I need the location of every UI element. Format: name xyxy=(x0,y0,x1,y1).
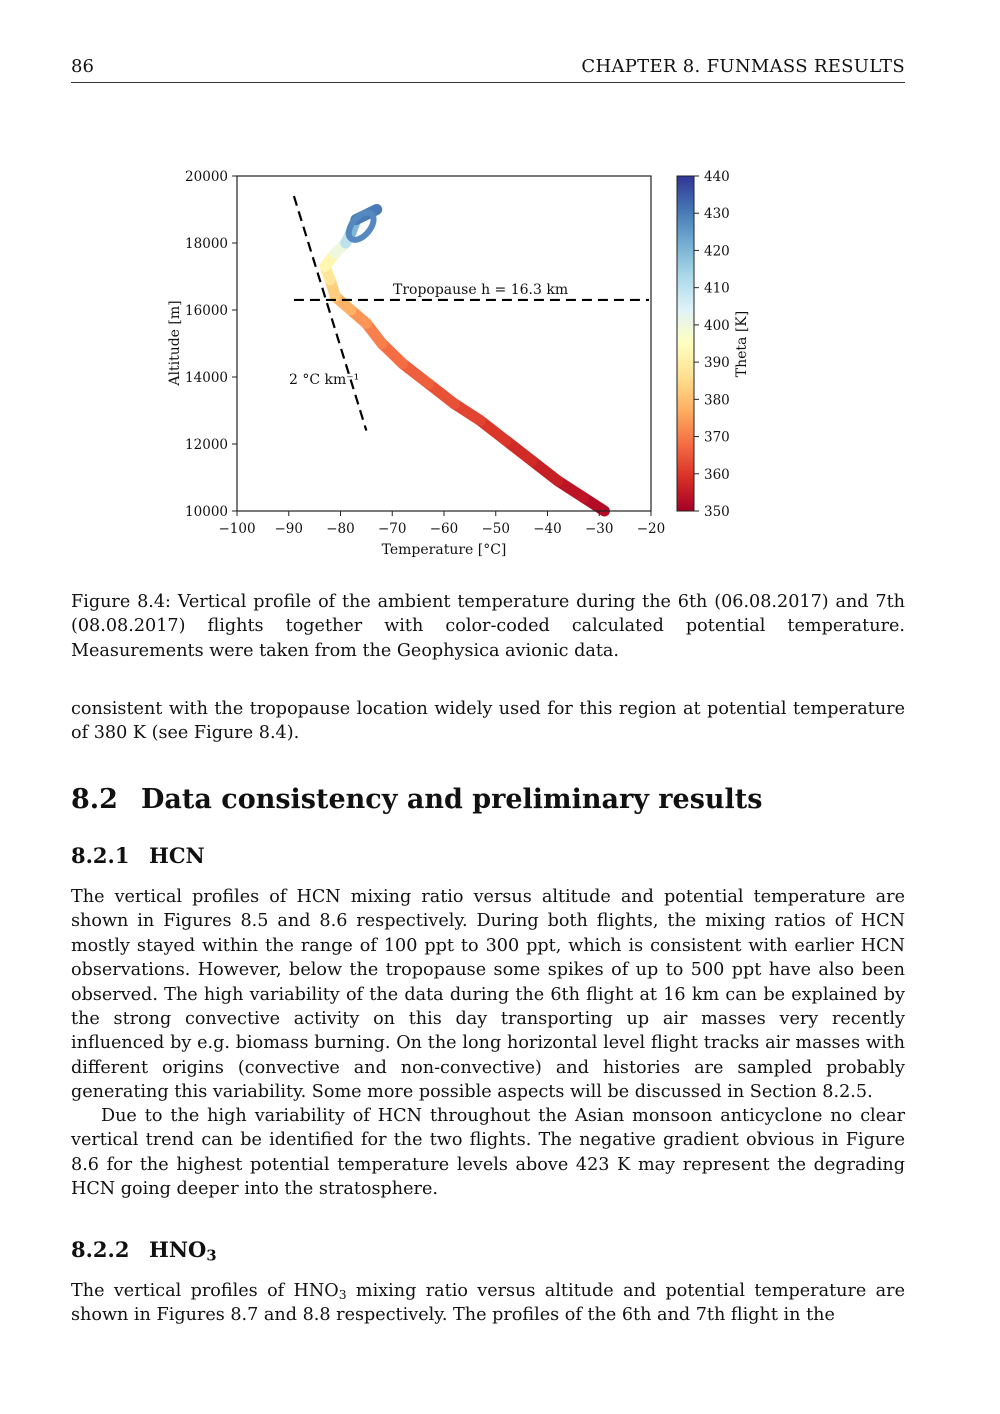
colorbar-tick-label: 350 xyxy=(704,504,730,520)
y-tick-label: 18000 xyxy=(185,236,228,252)
hno3-text-b: mixing ratio versus altitude and potential temperature are shown in Figures 8.7 and 8.8 respectively. The profiles of the 6th and 7th flight in the xyxy=(71,1281,905,1326)
colorbar-tick-label: 360 xyxy=(704,466,730,483)
colorbar-tick-label: 410 xyxy=(704,280,730,297)
section-heading xyxy=(71,784,762,815)
colorbar-bar xyxy=(677,176,694,511)
colorbar-tick-label: 400 xyxy=(704,317,730,334)
colorbar-tick-label: 440 xyxy=(704,169,730,185)
x-axis-label: Temperature [°C] xyxy=(381,542,507,558)
x-tick-label: −20 xyxy=(636,521,666,537)
x-tick-label: −100 xyxy=(218,521,256,537)
lapse-rate-label: 2 °C km⁻¹ xyxy=(289,372,360,388)
section-number: 8.2 xyxy=(71,784,118,815)
y-tick-label: 20000 xyxy=(185,169,228,185)
subsection-title: HCN xyxy=(149,843,205,868)
plot-area xyxy=(289,196,649,511)
hcn-paragraph-1: The vertical profiles of HCN mixing ratio versus altitude and potential temperature are shown in Figures 8.5 and 8.6 respectively. During both flights, the mixing ratios of HCN mostly stayed within the range of 100 ppt to 300 ppt, which is consistent with earlier HCN observations. However, below the tropopause some spikes of up to 500 ppt have also been observed. The high variability of the data during the 6th flight at 16 km can be explained by the strong convective activity on this day transporting up air masses very recently influenced by e.g. biomass burning. On the long horizontal level flight tracks air masses with different origins (convective and non-convective) and histories are sampled probably generating this variability. Some more possible aspects will be discussed in Section 8.2.5. xyxy=(71,887,905,1103)
subsection-title-subscript: 3 xyxy=(206,1247,217,1265)
profile-loop xyxy=(344,208,378,244)
x-tick-label: −50 xyxy=(481,521,510,537)
colorbar-label: Theta [K] xyxy=(734,310,750,378)
subsection-heading-hno3 xyxy=(71,1237,217,1265)
y-tick-label: 12000 xyxy=(185,437,228,453)
y-tick-label: 10000 xyxy=(185,504,228,520)
colorbar-tick-label: 390 xyxy=(704,355,730,372)
x-tick-label: −90 xyxy=(274,521,303,537)
colorbar-tick-label: 380 xyxy=(704,392,730,409)
hcn-paragraph-2 xyxy=(71,1104,905,1202)
section-title: Data consistency and preliminary results xyxy=(141,784,763,815)
tropopause-label: Tropopause h = 16.3 km xyxy=(393,282,569,298)
colorbar xyxy=(677,169,750,520)
hno3-text-a: The vertical profiles of HNO xyxy=(71,1281,339,1301)
subsection-number: 8.2.1 xyxy=(71,843,130,868)
hno3-subscript: 3 xyxy=(338,1288,347,1303)
figure-caption: Figure 8.4: Vertical profile of the ambient temperature during the 6th (06.08.2017) and 7th (08.08.2017) flights together with color-coded calculated potential temperature. Measurements were taken from the Geophysica avionic data. xyxy=(71,592,905,661)
subsection-title: HNO xyxy=(149,1237,207,1262)
colorbar-tick-label: 430 xyxy=(704,206,730,223)
y-tick-label: 16000 xyxy=(185,303,228,319)
x-tick-label: −80 xyxy=(326,521,355,537)
plot-frame xyxy=(237,176,651,511)
x-tick-label: −30 xyxy=(585,521,614,537)
continuation-paragraph: consistent with the tropopause location widely used for this region at potential temperature of 380 K (see Figure 8.4). xyxy=(71,699,905,744)
y-tick-label: 14000 xyxy=(185,370,228,386)
colorbar-tick-label: 370 xyxy=(704,429,730,446)
header-rule xyxy=(71,82,905,83)
x-tick-label: −60 xyxy=(429,521,459,537)
colorbar-tick-label: 420 xyxy=(704,243,730,260)
chapter-title: CHAPTER 8. FUNMASS RESULTS xyxy=(581,56,905,77)
hno3-paragraph-1 xyxy=(71,1279,905,1328)
y-axis-label: Altitude [m] xyxy=(167,300,183,386)
figure-8-4 xyxy=(0,150,1000,570)
page-number: 86 xyxy=(71,56,94,77)
temperature-altitude-chart xyxy=(0,150,1000,570)
subsection-number: 8.2.2 xyxy=(71,1237,130,1262)
hcn-paragraph-2-text: Due to the high variability of HCN throughout the Asian monsoon anticyclone no clear vertical trend can be identified for the two flights. The negative gradient obvious in Figure 8.6 for the highest potential temperature levels above 423 K may represent the degrading HCN going deeper into the stratosphere. xyxy=(71,1106,905,1200)
subsection-heading-hcn xyxy=(71,843,205,868)
x-tick-label: −40 xyxy=(533,521,562,537)
x-tick-label: −70 xyxy=(378,521,407,537)
